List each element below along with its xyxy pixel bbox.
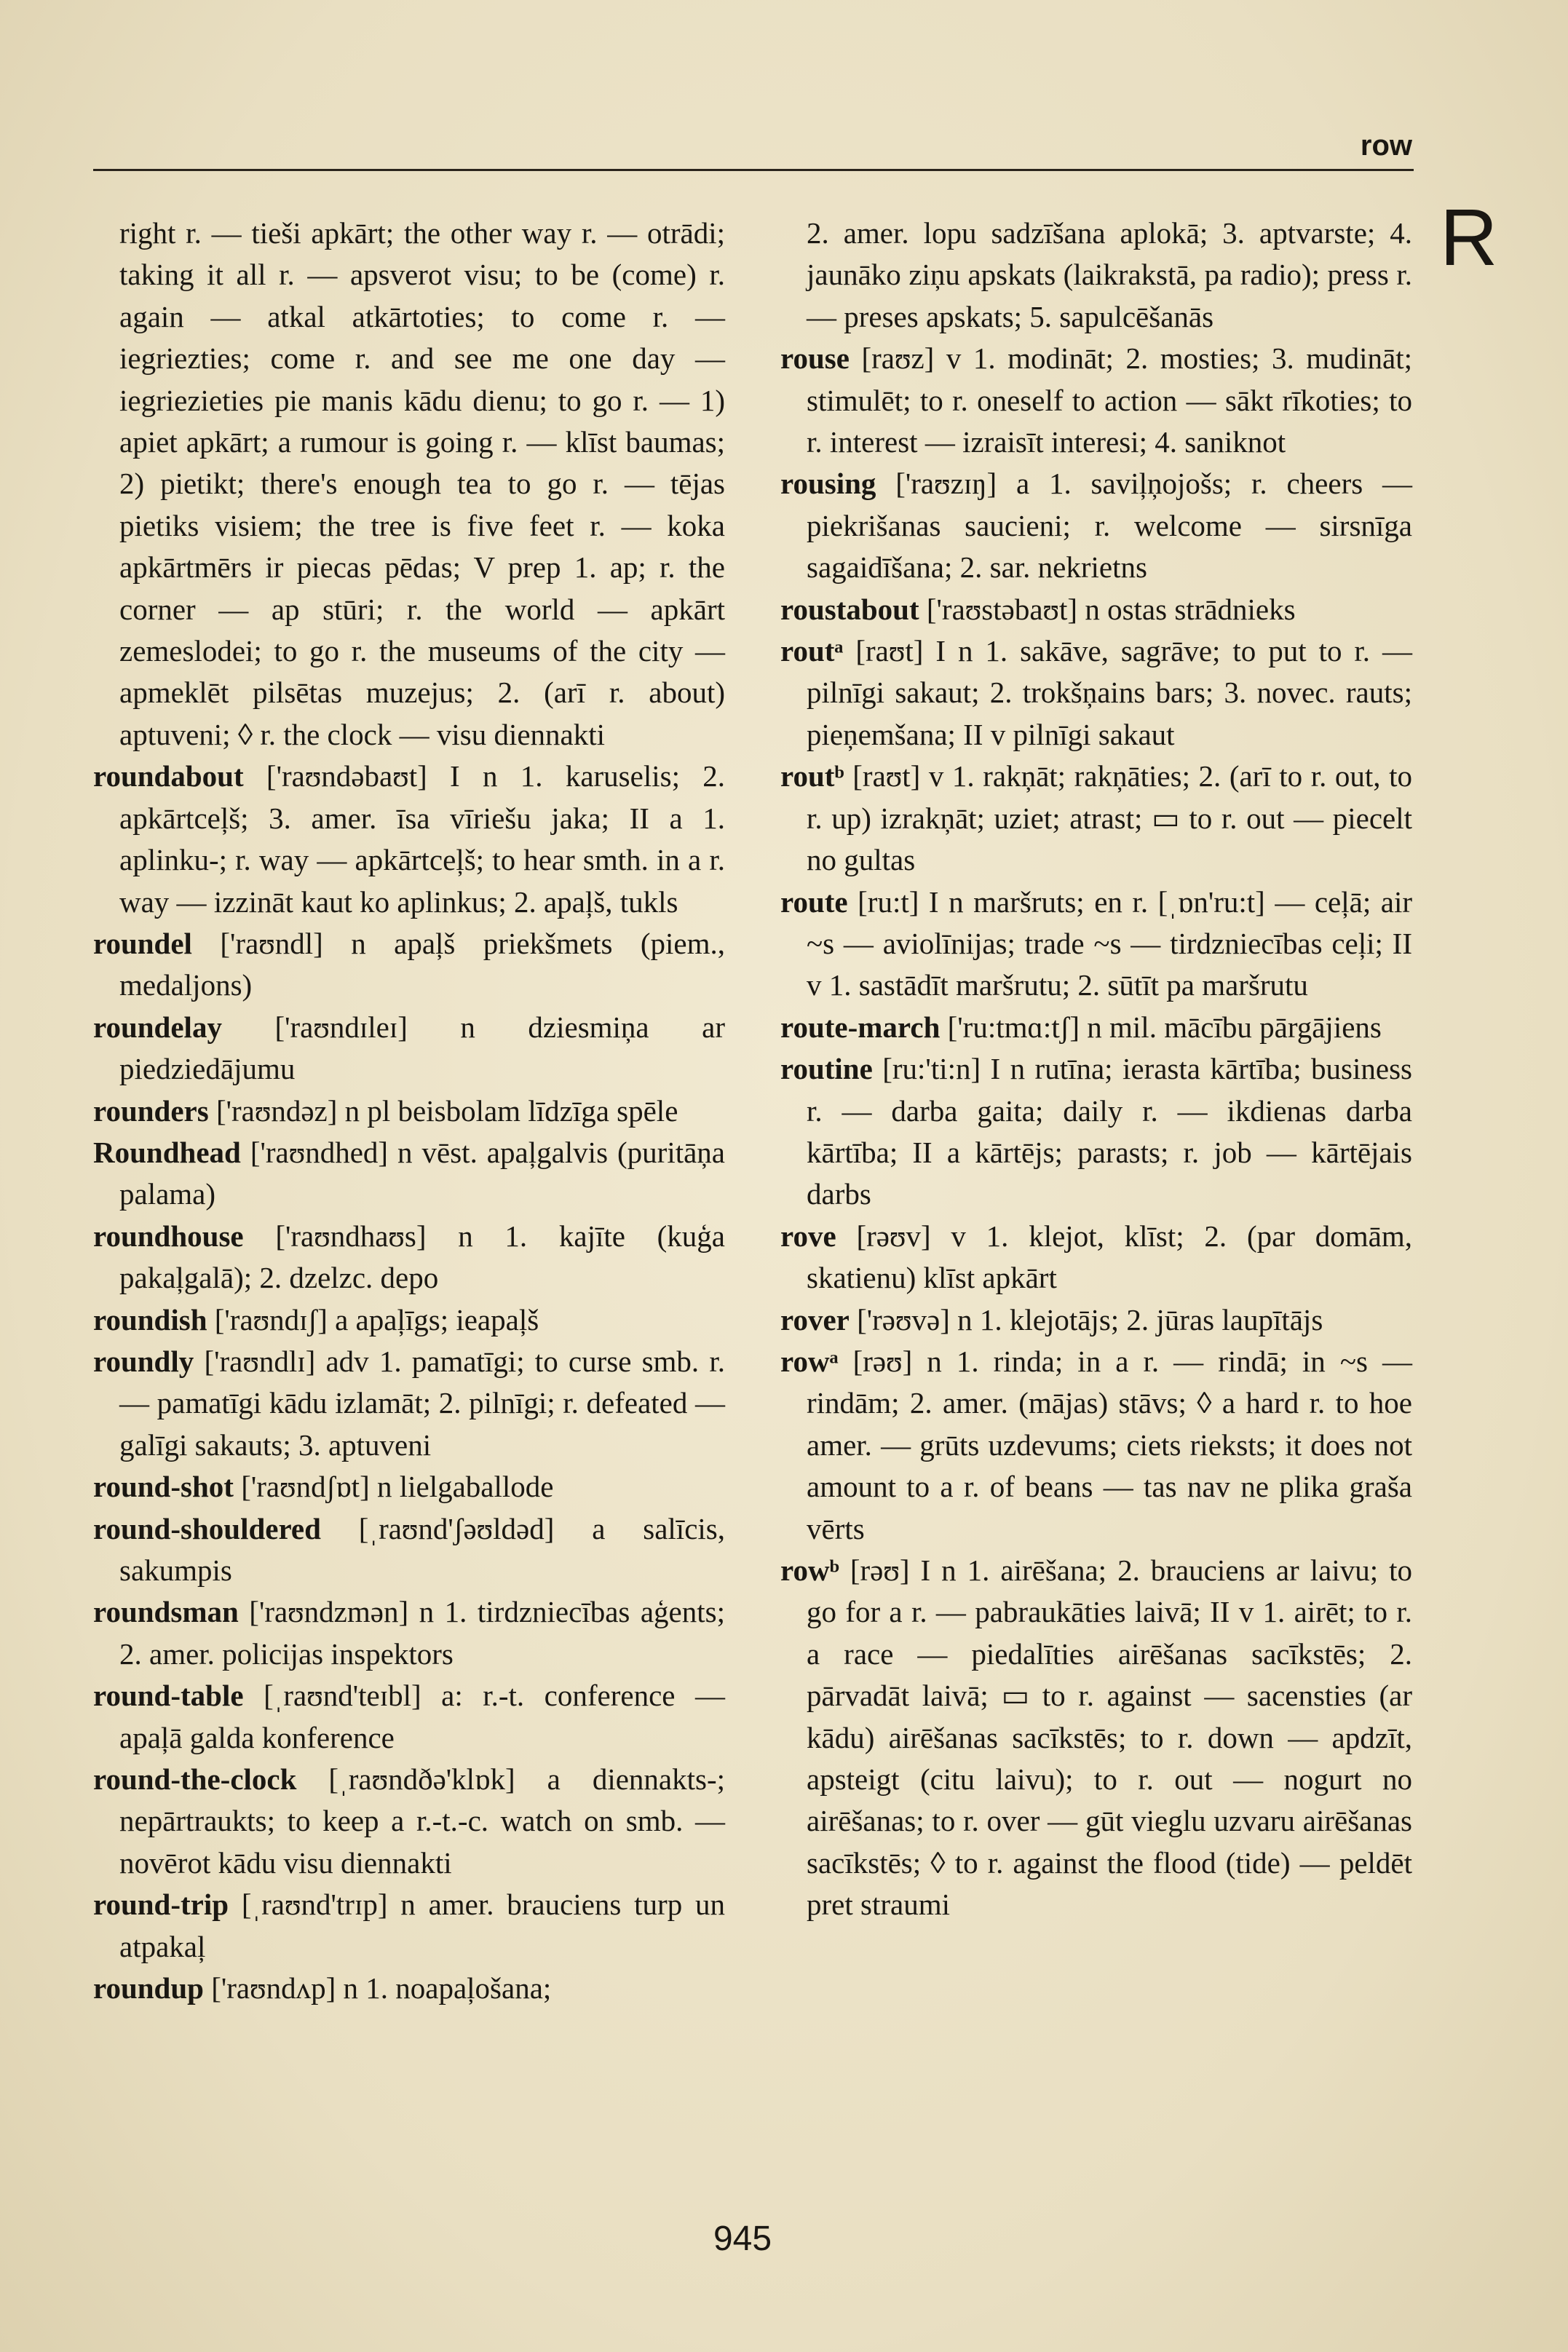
guide-word: row: [1360, 130, 1412, 162]
header-rule: [93, 169, 1414, 171]
dictionary-entry: routᵃ [raʊt] I n 1. sakāve, sagrāve; to put to r. — pilnīgi sakaut; 2. trokšņains bars; 3. novec. rauts; pieņemšana; II v pilnīgi sakaut: [780, 634, 1412, 751]
page-number: 945: [713, 2220, 772, 2258]
dictionary-entry: roundup ['raʊndʌp] n 1. noapaļošana;: [93, 1971, 552, 2005]
dictionary-entry: rowᵇ [rəʊ] I n 1. airēšana; 2. brauciens ar laivu; to go for a r. — pabraukāties laivā; II v 1. airēt; to r. a race — piedalīties airēšanas sacīkstēs; 2. pārvadāt laivā; ▭ to r. against — sacensties (ar kādu) airēšanas sacīkstēs; to r. down — apdzīt, apsteigt (citu laivu); to r. out — nogurt no airēšanas; to r. over — gūt vieglu uzvaru airēšanas sacīkstēs; ◊ to r. against the flood (tide) — peldēt pret straumi: [780, 1553, 1412, 1922]
dictionary-entry: routᵇ [raʊt] v 1. rakņāt; rakņāties; 2. (arī to r. out, to r. up) izrakņāt; uziet; atrast; ▭ to r. out — piecelt no gultas: [780, 759, 1412, 877]
thumb-index-letter: R: [1440, 193, 1498, 282]
dictionary-entry: round-trip [ˌraʊnd'trɪp] n amer. brauciens turp un atpakaļ: [93, 1888, 725, 1963]
dictionary-entry: roustabout ['raʊstəbaʊt] n ostas strādnieks: [780, 592, 1296, 626]
dictionary-entry: round-shot ['raʊndʃɒt] n lielgaballode: [93, 1470, 554, 1504]
left-column: [93, 213, 725, 2009]
dictionary-entry: Roundhead ['raʊndhed] n vēst. apaļgalvis (puritāņa palama): [93, 1135, 725, 1211]
dictionary-entry: roundabout ['raʊndəbaʊt] I n 1. karuselis; 2. apkārtceļš; 3. amer. īsa vīriešu jaka; II a 1. aplinku-; r. way — apkārtceļš; to hear smth. in a r. way — izzināt kaut ko aplinkus; 2. apaļš, tukls: [93, 759, 725, 919]
dictionary-entry: right r. — tieši apkārt; the other way r. — otrādi; taking it all r. — apsverot visu; to be (come) r. again — atkal atkārtoties; to come r. — iegriezties; come r. and see me one day — iegriezieties pie manis kādu dienu; to go r. — 1) apiet apkārt; a rumour is going r. — klīst baumas; 2) pietikt; there's enough tea to go r. — tējas pietiks visiem; the tree is five feet r. — koka apkārtmērs ir piecas pēdas; V prep 1. ap; r. the corner — ap stūri; r. the world — apkārt zemeslodei; to go r. the museums of the city — apmeklēt pilsētas muzejus; 2. (arī r. about) aptuveni; ◊ r. the clock — visu diennakti: [119, 216, 725, 751]
dictionary-entry: round-shouldered [ˌraʊnd'ʃəʊldəd] a salīcis, sakumpis: [93, 1511, 725, 1587]
dictionary-entry: 2. amer. lopu sadzīšana aplokā; 3. aptvarste; 4. jaunāko ziņu apskats (laikrakstā, pa radio); press r. — preses apskats; 5. sapulcēšanās: [807, 216, 1412, 333]
dictionary-entry: rove [rəʊv] v 1. klejot, klīst; 2. (par domām, skatienu) klīst apkārt: [780, 1219, 1412, 1295]
dictionary-entry: roundel ['raʊndl] n apaļš priekšmets (piem., medaljons): [93, 926, 725, 1002]
dictionary-entry: rouse [raʊz] v 1. modināt; 2. mosties; 3. mudināt; stimulēt; to r. oneself to action — sākt rīkoties; to r. interest — izraisīt interesi; 4. saniknot: [780, 341, 1412, 459]
dictionary-entry: rousing ['raʊzɪŋ] a 1. saviļņojošs; r. cheers — piekrišanas saucieni; r. welcome — sirsnīga sagaidīšana; 2. sar. nekrietns: [780, 467, 1412, 585]
dictionary-entry: route [ru:t] I n maršruts; en r. [ˌɒn'ru:t] — ceļā; air ~s — aviolīnijas; trade ~s — tirdzniecības ceļi; II v 1. sastādīt maršrutu; 2. sūtīt pa maršrutu: [780, 884, 1412, 1002]
dictionary-entry: rover ['rəʊvə] n 1. klejotājs; 2. jūras laupītājs: [780, 1302, 1323, 1337]
dictionary-entry: routine [ru:'ti:n] I n rutīna; ierasta kārtība; business r. — darba gaita; daily r. — ikdienas darba kārtība; II a kārtējs; parasts; r. job — kārtējais darbs: [780, 1052, 1412, 1211]
right-column: [780, 213, 1412, 1926]
dictionary-entry: roundhouse ['raʊndhaʊs] n 1. kajīte (kuģa pakaļgalā); 2. dzelzc. depo: [93, 1219, 725, 1295]
dictionary-entry: rowᵃ [rəʊ] n 1. rinda; in a r. — rindā; in ~s — rindām; 2. amer. (mājas) stāvs; ◊ a hard r. to hoe amer. — grūts uzdevums; ciets rieksts; it does not amount to a r. of beans — tas nav ne plika graša vērts: [780, 1344, 1412, 1545]
dictionary-entry: roundsman ['raʊndzmən] n 1. tirdzniecības aģents; 2. amer. policijas inspektors: [93, 1595, 725, 1671]
dictionary-entry: round-table [ˌraʊnd'teɪbl] a: r.-t. conference — apaļā galda konference: [93, 1679, 725, 1754]
dictionary-entry: roundelay ['raʊndɪleɪ] n dziesmiņa ar piedziedājumu: [93, 1010, 725, 1086]
dictionary-entry: roundly ['raʊndlɪ] adv 1. pamatīgi; to curse smb. r. — pamatīgi kādu izlamāt; 2. pilnīgi; r. defeated — galīgi sakauts; 3. aptuveni: [93, 1344, 725, 1462]
dictionary-entry: rounders ['raʊndəz] n pl beisbolam līdzīga spēle: [93, 1093, 678, 1128]
dictionary-entry: route-march ['ru:tmɑ:tʃ] n mil. mācību pārgājiens: [780, 1010, 1382, 1044]
dictionary-entry: roundish ['raʊndɪʃ] a apaļīgs; ieapaļš: [93, 1302, 539, 1337]
dictionary-entry: round-the-clock [ˌraʊndðə'klɒk] a diennakts-; nepārtraukts; to keep a r.-t.-c. watch on smb. — novērot kādu visu diennakti: [93, 1762, 725, 1880]
